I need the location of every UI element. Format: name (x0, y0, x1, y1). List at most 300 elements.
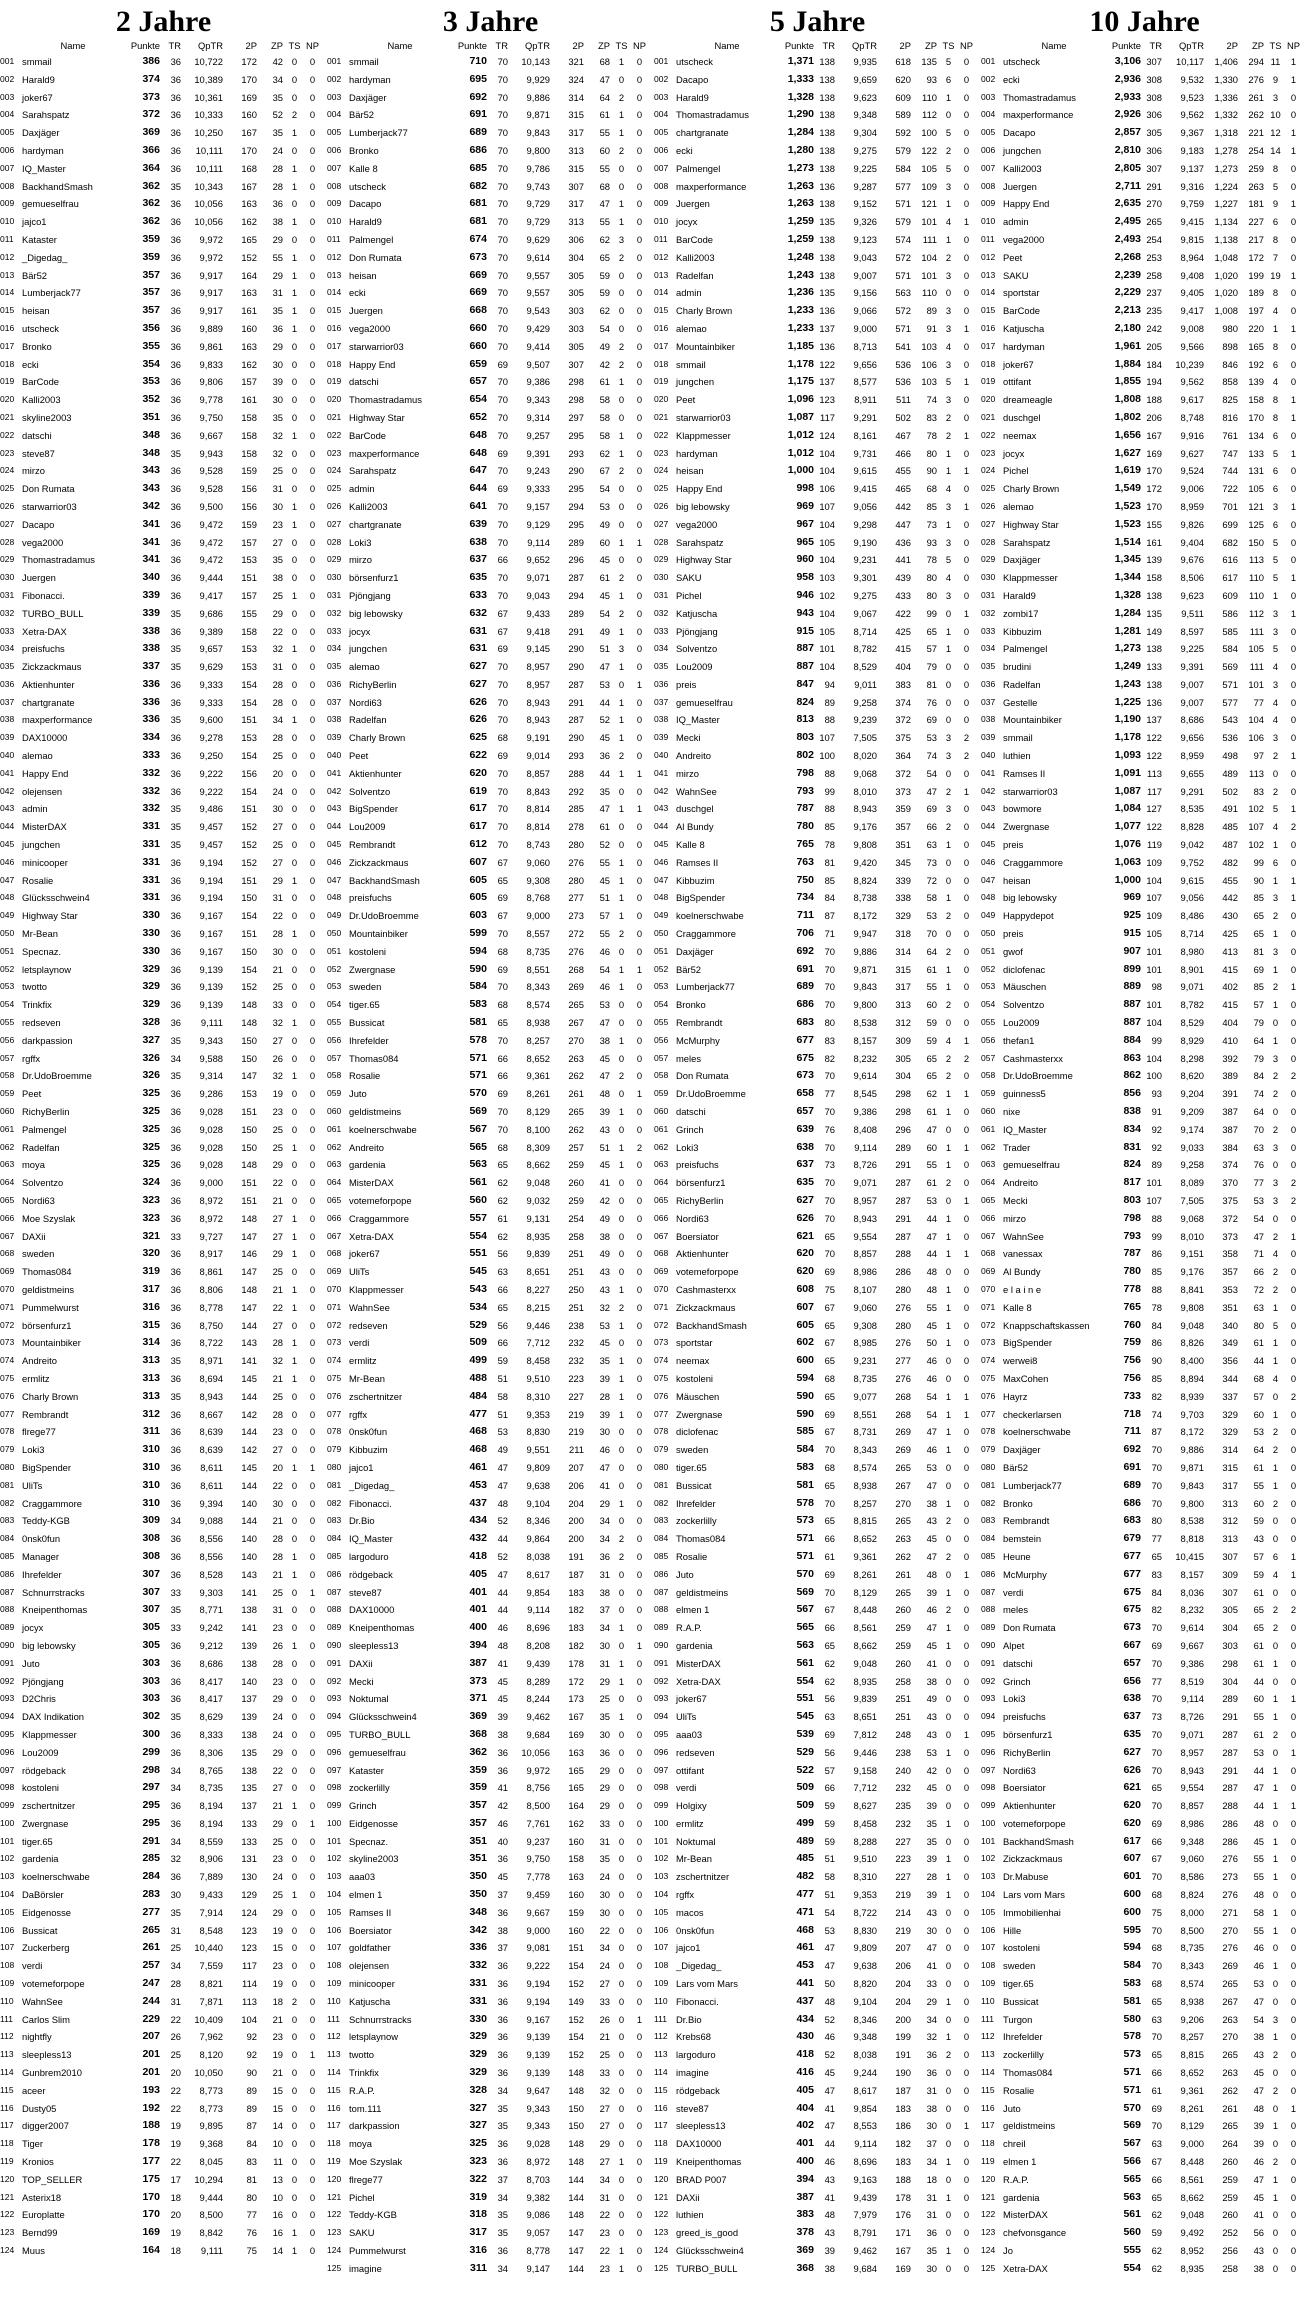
points-value: 585 (796, 1425, 814, 1438)
ts-value: 1 (1272, 1906, 1279, 1918)
qptr-value: 9,212 (199, 1639, 223, 1651)
points-value: 325 (142, 1105, 160, 1118)
zp-value: 133 (1248, 447, 1264, 459)
points-value: 320 (142, 1247, 160, 1260)
tr-value: 34 (170, 1835, 181, 1847)
table-row (0, 1655, 322, 1673)
rank-number: 055 (654, 1017, 669, 1028)
zp-value: 27 (599, 2156, 610, 2168)
2p-value: 265 (1222, 2120, 1238, 2132)
player-name: olejensen (22, 785, 63, 797)
np-value: 0 (636, 1657, 643, 1669)
ts-value: 1 (291, 874, 298, 886)
tr-value: 69 (497, 892, 508, 904)
tr-value: 83 (1151, 1568, 1162, 1580)
ts-value: 0 (618, 1782, 625, 1794)
2p-value: 240 (895, 1764, 911, 1776)
ts-value: 0 (945, 1123, 952, 1135)
qptr-value: 9,429 (526, 322, 550, 334)
table-row (0, 2224, 322, 2242)
rank-number: 070 (0, 1283, 15, 1294)
tr-value: 70 (497, 1106, 508, 1118)
2p-value: 442 (895, 500, 911, 512)
points-value: 1,000 (1114, 873, 1141, 886)
points-value: 620 (469, 766, 487, 779)
points-value: 394 (796, 2172, 814, 2185)
points-value: 657 (1123, 1656, 1141, 1669)
2p-value: 276 (895, 1337, 911, 1349)
2p-value: 372 (895, 767, 911, 779)
points-value: 907 (1123, 944, 1141, 957)
tr-value: 36 (170, 945, 181, 957)
np-value: 0 (963, 1515, 970, 1527)
zp-value: 76 (926, 696, 937, 708)
qptr-value: 8,129 (526, 1106, 550, 1118)
ts-value: 3 (1272, 1052, 1279, 1064)
table-row (654, 2082, 976, 2100)
table-row (981, 765, 1303, 783)
rank-number: 011 (654, 233, 668, 244)
table-row (654, 1530, 976, 1548)
np-value: 0 (963, 589, 970, 601)
2p-value: 1,278 (1214, 144, 1238, 156)
player-name: _Digedag_ (349, 1479, 395, 1491)
ts-value: 3 (1272, 1195, 1279, 1206)
tr-value: 87 (824, 910, 835, 922)
2p-value: 206 (895, 1960, 911, 1972)
rank-number: 010 (981, 216, 996, 227)
tr-value: 40 (497, 1835, 508, 1847)
ts-value: 4 (1272, 376, 1279, 388)
points-value: 1,549 (1114, 482, 1141, 495)
ts-value: 2 (945, 1550, 952, 1562)
np-value: 0 (309, 1390, 316, 1402)
tr-value: 122 (1146, 821, 1162, 833)
points-value: 1,263 (787, 197, 814, 210)
player-name: Trinkfix (349, 2067, 379, 2079)
tr-value: 35 (497, 2227, 508, 2239)
rank-number: 033 (0, 625, 15, 636)
qptr-value: 9,507 (526, 358, 550, 370)
tr-value: 35 (497, 2209, 508, 2221)
zp-value: 28 (272, 928, 283, 940)
table-row (654, 1762, 976, 1780)
table-row (981, 427, 1303, 445)
zp-value: 38 (1253, 2031, 1264, 2043)
qptr-value: 8,972 (199, 1195, 223, 1206)
points-value: 689 (1123, 1478, 1141, 1491)
2p-value: 415 (1222, 999, 1238, 1011)
player-name: imagine (349, 2262, 382, 2274)
2p-value: 156 (241, 767, 257, 779)
tr-value: 84 (1151, 1319, 1162, 1331)
2p-value: 152 (568, 1978, 584, 1990)
2p-value: 267 (568, 1017, 584, 1029)
tr-value: 137 (819, 376, 835, 388)
np-value: 0 (963, 411, 970, 423)
ts-value: 3 (945, 500, 952, 512)
table-row (654, 2171, 976, 2189)
2p-value: 147 (241, 1301, 257, 1313)
zp-value: 25 (272, 1390, 283, 1402)
np-value: 1 (963, 1034, 970, 1046)
qptr-value: 9,686 (199, 607, 223, 619)
zp-value: 23 (272, 1426, 283, 1438)
player-name: Zwergnase (1003, 821, 1050, 833)
player-name: Glücksschwein4 (676, 2245, 744, 2257)
table-row (327, 1904, 649, 1922)
qptr-value: 9,071 (526, 572, 550, 584)
2p-value: 154 (241, 678, 257, 690)
qptr-value: 9,486 (199, 803, 223, 815)
np-value: 0 (309, 1372, 316, 1384)
rank-number: 029 (327, 554, 342, 565)
ts-value: 2 (1272, 1088, 1279, 1100)
zp-value: 68 (926, 483, 937, 495)
np-value: 1 (636, 963, 643, 975)
ts-value: 1 (291, 127, 298, 139)
rank-number: 025 (981, 483, 996, 494)
player-name: börsenfurz1 (676, 1177, 726, 1189)
table-row (327, 2100, 649, 2118)
np-value: 0 (636, 2227, 643, 2239)
zp-value: 55 (1253, 1924, 1264, 1936)
tr-value: 45 (824, 2067, 835, 2079)
table-row (981, 1584, 1303, 1602)
np-value: 0 (963, 394, 970, 406)
rank-number: 095 (327, 1728, 342, 1739)
rank-number: 045 (327, 839, 342, 850)
rank-number: 047 (654, 874, 669, 885)
zp-value: 192 (1248, 358, 1264, 370)
qptr-value: 9,071 (1180, 981, 1204, 993)
zp-value: 35 (599, 1711, 610, 1723)
rank-number: 110 (981, 1995, 995, 2006)
2p-value: 268 (568, 963, 584, 975)
zp-value: 99 (1253, 856, 1264, 868)
zp-value: 33 (926, 1978, 937, 1990)
tr-value: 70 (1151, 1871, 1162, 1883)
rank-number: 030 (0, 572, 15, 583)
qptr-value: 9,242 (199, 1622, 223, 1634)
rank-number: 055 (981, 1017, 996, 1028)
points-value: 578 (796, 1496, 814, 1509)
tr-value: 74 (1151, 1408, 1162, 1420)
ts-value: 1 (618, 732, 625, 744)
qptr-value: 9,800 (853, 999, 877, 1011)
ts-value: 0 (291, 732, 298, 744)
tr-value: 34 (497, 2084, 508, 2096)
points-value: 325 (469, 2137, 487, 2150)
2p-value: 140 (241, 1497, 257, 1509)
2p-value: 404 (1222, 1017, 1238, 1029)
tr-value: 98 (1151, 981, 1162, 993)
player-name: moya (349, 2138, 372, 2150)
table-row (654, 1993, 976, 2011)
np-value: 0 (1290, 162, 1297, 174)
qptr-value: 8,722 (853, 1906, 877, 1918)
ts-value: 1 (618, 1390, 625, 1402)
tr-value: 133 (1146, 661, 1162, 673)
table-row (327, 1850, 649, 1868)
table-row (327, 1673, 649, 1691)
zp-value: 39 (926, 1586, 937, 1598)
rank-number: 109 (327, 1978, 342, 1989)
player-name: nightfly (22, 2031, 52, 2043)
qptr-value: 9,308 (526, 874, 550, 886)
player-name: jocyx (22, 1622, 44, 1634)
table-row (654, 1423, 976, 1441)
tr-value: 70 (497, 127, 508, 139)
ts-value: 1 (945, 465, 952, 477)
zp-value: 55 (1253, 1871, 1264, 1883)
qptr-value: 9,391 (526, 447, 550, 459)
zp-value: 29 (272, 1248, 283, 1260)
table-row (654, 1032, 976, 1050)
qptr-value: 9,638 (526, 1479, 550, 1491)
table-row (981, 1139, 1303, 1157)
table-row (981, 1762, 1303, 1780)
table-row (0, 53, 322, 71)
zp-value: 35 (272, 305, 283, 317)
np-value: 0 (309, 233, 316, 245)
ts-value: 4 (1272, 661, 1279, 673)
2p-value: 289 (895, 1141, 911, 1153)
zp-value: 55 (1253, 1853, 1264, 1865)
player-name: Harald9 (676, 91, 709, 103)
ts-value: 1 (618, 1408, 625, 1420)
qptr-value: 9,123 (853, 233, 877, 245)
ts-value: 0 (291, 678, 298, 690)
points-value: 617 (469, 820, 487, 833)
tr-value: 138 (819, 198, 835, 210)
points-value: 573 (1123, 2048, 1141, 2061)
player-name: Al Bundy (676, 821, 714, 833)
points-value: 336 (469, 1941, 487, 1954)
tr-value: 32 (170, 1853, 181, 1865)
qptr-value: 9,348 (853, 109, 877, 121)
qptr-value: 8,261 (853, 1568, 877, 1580)
ts-value: 1 (291, 216, 298, 228)
qptr-value: 9,194 (526, 1978, 550, 1990)
ts-value: 0 (291, 2120, 298, 2132)
2p-value: 251 (568, 1301, 584, 1313)
qptr-value: 9,439 (526, 1657, 550, 1669)
ts-value: 4 (945, 572, 952, 584)
qptr-value: 8,172 (853, 910, 877, 922)
rank-number: 030 (654, 572, 669, 583)
np-value: 1 (1290, 447, 1297, 459)
table-row (0, 338, 322, 356)
table-row (0, 943, 322, 961)
table-row (0, 462, 322, 480)
table-row (654, 462, 976, 480)
table-row (654, 961, 976, 979)
table-row (654, 267, 976, 285)
tr-value: 67 (497, 607, 508, 619)
qptr-value: 8,120 (199, 2049, 223, 2061)
tr-value: 36 (170, 1550, 181, 1562)
player-name: BigSpender (1003, 1337, 1052, 1349)
np-value: 0 (636, 198, 643, 210)
qptr-value: 9,684 (853, 2262, 877, 2274)
player-name: Boersiator (1003, 1782, 1046, 1794)
player-name: Pjöngjang (349, 589, 391, 601)
tr-value: 70 (497, 981, 508, 993)
table-row (654, 2011, 976, 2029)
player-name: Lumberjack77 (22, 287, 81, 299)
table-row (981, 142, 1303, 160)
zp-value: 39 (926, 1853, 937, 1865)
2p-value: 304 (1222, 1675, 1238, 1687)
zp-value: 27 (272, 1319, 283, 1331)
ts-value: 1 (945, 1088, 952, 1100)
zp-value: 22 (272, 1301, 283, 1313)
2p-value: 609 (1222, 589, 1238, 601)
np-value: 0 (309, 1088, 316, 1100)
table-row (981, 1192, 1303, 1210)
table-row (654, 1441, 976, 1459)
player-name: kostoleni (22, 1782, 60, 1794)
points-value: 584 (469, 980, 487, 993)
ts-value: 0 (618, 2031, 625, 2043)
player-name: jocyx (1003, 447, 1025, 459)
np-value: 0 (636, 322, 643, 334)
np-value: 0 (636, 162, 643, 174)
table-row (0, 534, 322, 552)
rank-number: 014 (981, 287, 996, 298)
player-name: maxperformance (1003, 109, 1074, 121)
tr-value: 36 (170, 144, 181, 156)
player-name: largoduro (349, 1550, 389, 1562)
tr-value: 113 (1147, 767, 1162, 779)
points-value: 2,635 (1114, 197, 1141, 210)
rank-number: 019 (0, 376, 15, 387)
points-value: 2,810 (1114, 143, 1141, 156)
points-value: 178 (142, 2137, 160, 2150)
2p-value: 176 (895, 2209, 911, 2221)
np-value: 0 (309, 358, 316, 370)
ts-value: 1 (618, 589, 625, 601)
rank-number: 119 (327, 2156, 341, 2167)
2p-value: 482 (1222, 856, 1238, 868)
player-name: vanessax (1003, 1248, 1043, 1260)
qptr-value: 9,655 (1180, 767, 1204, 779)
zp-value: 31 (926, 2191, 937, 2203)
qptr-value: 8,611 (200, 1479, 223, 1491)
qptr-value: 9,048 (526, 1177, 550, 1189)
2p-value: 315 (568, 109, 584, 121)
zp-value: 30 (599, 1426, 610, 1438)
rank-number: 058 (981, 1070, 996, 1081)
tr-value: 48 (824, 1995, 835, 2007)
points-value: 793 (1123, 1229, 1141, 1242)
player-name: geldistmeins (676, 1586, 729, 1598)
table-row (981, 71, 1303, 89)
np-value: 0 (963, 358, 970, 370)
tr-value: 138 (819, 56, 835, 67)
table-row (327, 356, 649, 374)
qptr-value: 9,068 (1180, 1212, 1204, 1224)
tr-value: 36 (170, 1283, 181, 1295)
zp-value: 53 (1253, 1195, 1264, 1206)
table-row (327, 587, 649, 605)
ts-value: 1 (1272, 1835, 1279, 1847)
2p-value: 151 (241, 714, 257, 726)
2p-value: 260 (1222, 2156, 1238, 2168)
np-value: 0 (963, 1871, 970, 1883)
tr-value: 36 (170, 198, 181, 210)
ts-value: 0 (618, 999, 625, 1011)
2p-value: 147 (241, 1266, 257, 1278)
2p-value: 289 (568, 607, 584, 619)
points-value: 765 (1123, 1300, 1141, 1313)
table-row (654, 1939, 976, 1957)
2p-value: 186 (895, 2120, 911, 2132)
table-row (654, 2224, 976, 2242)
qptr-value: 9,222 (199, 785, 223, 797)
table-row (981, 1352, 1303, 1370)
zp-value: 65 (599, 251, 610, 263)
rank-number: 014 (0, 287, 15, 298)
zp-value: 103 (921, 376, 937, 388)
points-value: 607 (796, 1300, 814, 1313)
2p-value: 287 (1222, 1728, 1238, 1740)
2p-value: 178 (895, 2191, 911, 2203)
np-value: 0 (636, 447, 643, 459)
player-name: bowmore (1003, 803, 1042, 815)
ts-value: 0 (291, 536, 298, 548)
points-value: 683 (1123, 1514, 1141, 1527)
tr-value: 33 (170, 1622, 181, 1634)
ts-value: 0 (291, 2084, 298, 2096)
ts-value: 3 (1272, 500, 1279, 512)
player-name: Rosalie (349, 1070, 381, 1082)
np-value: 0 (1290, 1159, 1297, 1171)
tr-value: 22 (170, 2156, 181, 2168)
tr-value: 70 (497, 589, 508, 601)
table-row (981, 160, 1303, 178)
table-row (654, 1726, 976, 1744)
ts-value: 2 (945, 144, 952, 156)
qptr-value: 8,417 (199, 1693, 223, 1705)
ts-value: 2 (945, 251, 952, 263)
ts-value: 0 (945, 1266, 952, 1278)
points-value: 2,926 (1114, 108, 1141, 121)
table-row (0, 1441, 322, 1459)
tr-value: 53 (497, 1426, 508, 1438)
player-name: Ihrefelder (676, 1497, 716, 1509)
tr-value: 70 (824, 1444, 835, 1456)
zp-value: 38 (926, 1675, 937, 1687)
qptr-value: 9,326 (853, 216, 877, 228)
2p-value: 137 (241, 1693, 257, 1705)
points-value: 337 (142, 660, 160, 673)
qptr-value: 8,957 (526, 661, 550, 673)
zp-value: 22 (272, 1177, 283, 1189)
tr-value: 308 (1146, 73, 1162, 85)
player-name: BigSpender (22, 1461, 71, 1473)
qptr-value: 9,068 (853, 767, 877, 779)
zp-value: 35 (272, 411, 283, 423)
player-name: macos (676, 1906, 704, 1918)
tr-value: 117 (820, 411, 835, 423)
player-name: gemueselfrau (349, 1746, 406, 1758)
qptr-value: 8,652 (1180, 2067, 1204, 2079)
qptr-value: 9,864 (526, 1533, 550, 1545)
table-row (327, 1139, 649, 1157)
table-row (654, 1690, 976, 1708)
